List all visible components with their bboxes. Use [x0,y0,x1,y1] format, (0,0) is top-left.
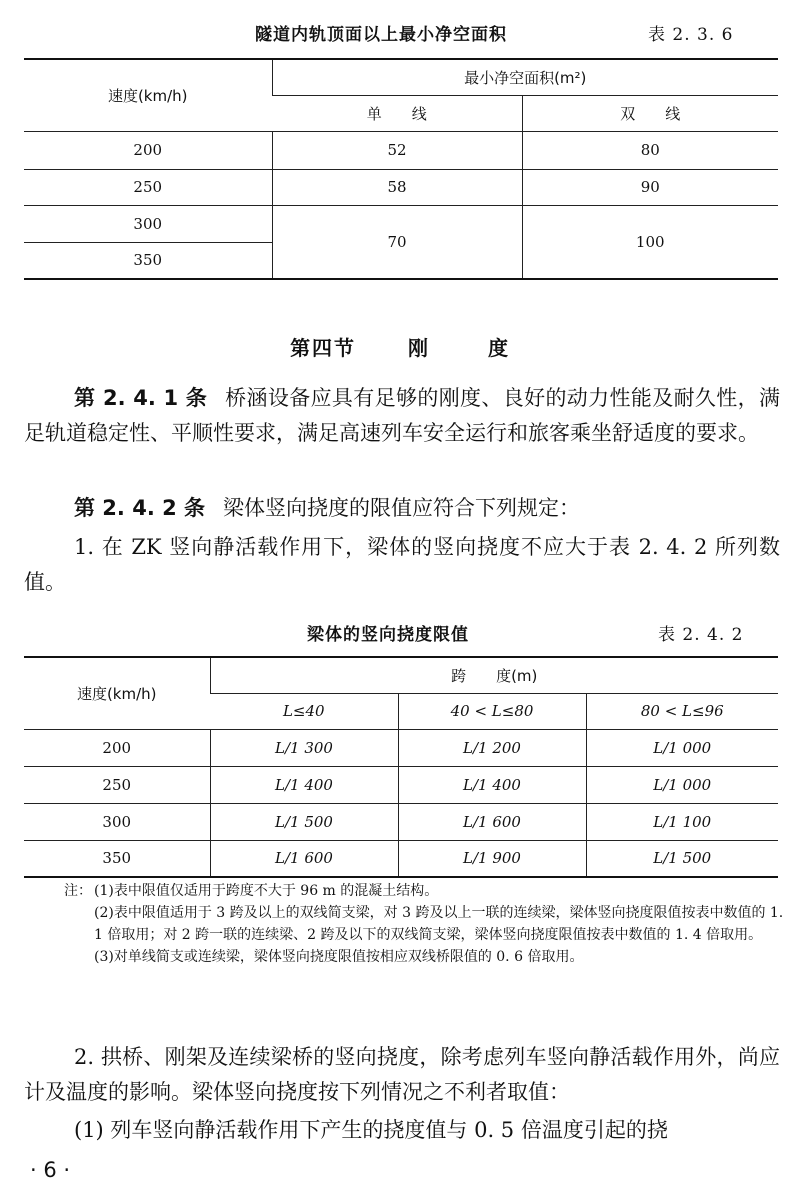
table-cell: 250 [24,169,272,205]
note-3: (3)对单线简支或连续梁，梁体竖向挠度限值按相应双线桥限值的 0. 6 倍取用。 [94,949,584,965]
table-2-3-6-caption: 隧道内轨顶面以上最小净空面积 [255,25,507,45]
table-cell: L/1 000 [586,766,778,803]
table-cell: L/1 300 [210,729,398,766]
article-label: 第 2. 4. 1 条 [74,386,208,410]
article-2-4-2-item-1: 1. 在 ZK 竖向静活载作用下，梁体的竖向挠度不应大于表 2. 4. 2 所列数值。 [24,535,780,594]
table-notes [64,880,786,968]
table-cell: L/1 400 [398,766,586,803]
note-label: 注： [64,883,92,899]
article-text: 梁体竖向挠度的限值应符合下列规定： [223,496,581,520]
table-cell: 300 [24,803,210,840]
table-cell-merged: 100 [522,205,778,279]
table-cell: L/1 000 [586,729,778,766]
article-text: 桥涵设备应具有足够的刚度、良好的动力性能及耐久性，满足轨道稳定性、平顺性要求，满足高速列车安全运行和旅客乘坐舒适度的要求。 [24,386,780,445]
note-row [64,902,786,946]
note-row [64,946,786,968]
table-cell: 80 [522,131,778,169]
page-number: · 6 · [30,1158,71,1182]
table-2-4-2-caption: 梁体的竖向挠度限值 [307,625,469,645]
table-2-3-6 [24,58,778,280]
single-line-header: 单 线 [272,95,522,131]
table-2-3-6-number: 表 2. 3. 6 [648,25,734,45]
table-cell: L/1 200 [398,729,586,766]
table-cell: 90 [522,169,778,205]
section-title-part: 刚 [408,336,430,360]
area-header: 最小净空面积(m²) [272,59,778,95]
section-title [0,332,800,361]
article-2-4-2-item-2-1: (1) 列车竖向静活载作用下产生的挠度值与 0. 5 倍温度引起的挠 [74,1118,668,1142]
span-col-1: L≤40 [210,693,398,729]
note-row [64,880,786,902]
table-cell: 200 [24,131,272,169]
table-cell: 200 [24,729,210,766]
note-1: (1)表中限值仅适用于跨度不大于 96 m 的混凝土结构。 [94,883,439,899]
table-cell: 350 [24,242,272,279]
table-2-4-2-number: 表 2. 4. 2 [658,625,744,645]
table-cell: L/1 600 [210,840,398,877]
table-cell: 300 [24,205,272,242]
table-cell: 250 [24,766,210,803]
table-cell: L/1 900 [398,840,586,877]
table-cell: L/1 500 [586,840,778,877]
table-cell: L/1 500 [210,803,398,840]
table-2-4-2 [24,656,778,878]
article-2-4-2 [24,491,780,526]
table-cell: L/1 100 [586,803,778,840]
double-line-header: 双 线 [522,95,778,131]
section-title-part: 度 [487,336,510,360]
table-cell: L/1 600 [398,803,586,840]
article-2-4-2-item-2: 2. 拱桥、刚架及连续梁桥的竖向挠度，除考虑列车竖向静活载作用外，尚应计及温度的影响。梁体竖向挠度按下列情况之不利者取值： [24,1045,780,1104]
table-cell-merged: 70 [272,205,522,279]
note-2: (2)表中限值适用于 3 跨及以上的双线简支梁，对 3 跨及以上一联的连续梁，梁体竖向挠度限值按表中数值的 1. 1 倍取用；对 2 跨一联的连续梁、2 跨及以下的双线简支梁，梁体竖向挠度限值按表中数值的 1. 4 倍取用。 [94,905,784,943]
table-cell: 350 [24,840,210,877]
span-header: 跨 度(m) [210,657,778,693]
article-label: 第 2. 4. 2 条 [74,496,206,520]
table-cell: 58 [272,169,522,205]
span-col-3: 80 < L≤96 [586,693,778,729]
table-cell: L/1 400 [210,766,398,803]
speed-header: 速度(km/h) [24,657,210,729]
speed-header: 速度(km/h) [24,59,272,131]
section-title-part: 第四节 [290,336,357,360]
span-col-2: 40 < L≤80 [398,693,586,729]
article-2-4-1 [24,381,780,451]
table-cell: 52 [272,131,522,169]
